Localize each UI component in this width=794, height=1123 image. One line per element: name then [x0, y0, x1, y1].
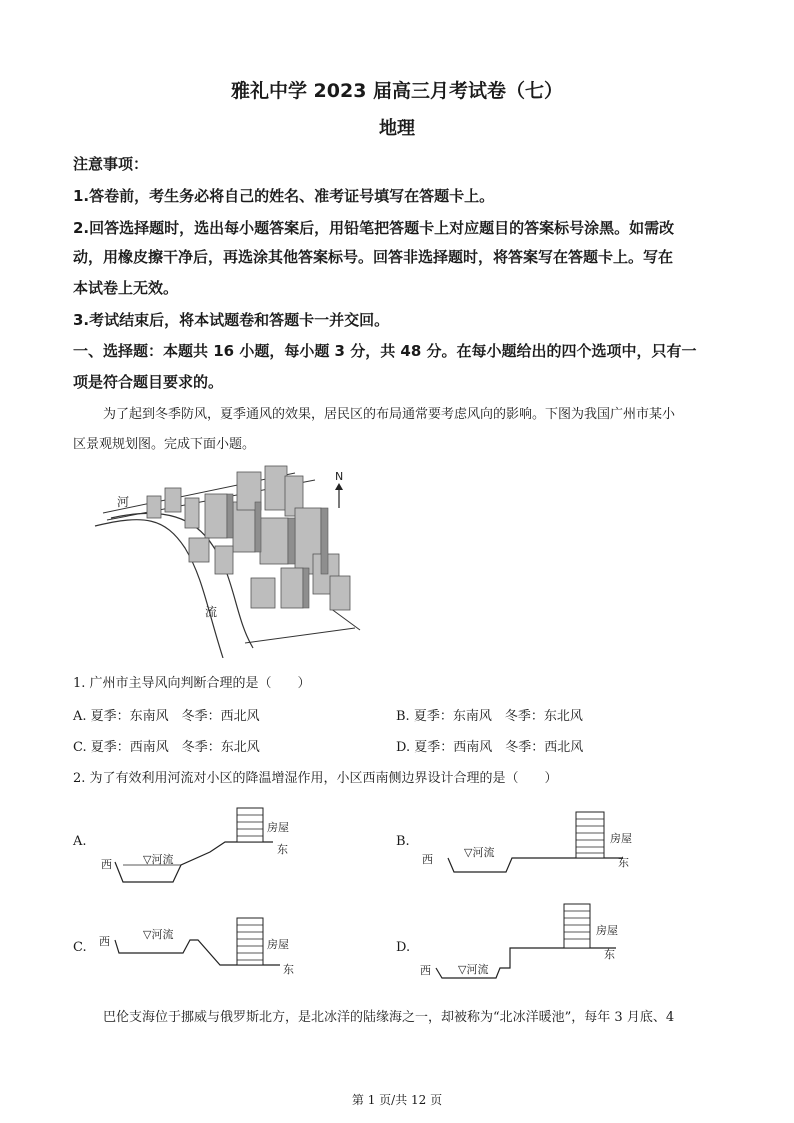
q2-option-c-label: C.: [73, 940, 87, 955]
q1-option-d: D. 夏季：西南风 冬季：西北风: [396, 740, 584, 755]
page-title: 雅礼中学 2023 届高三月考试卷（七）: [230, 80, 564, 102]
notice-item: 动，用橡皮擦干净后，再选涂其他答案标号。回答非选择题时，将答案写在答题卡上。写在: [73, 248, 674, 266]
river-char: 河: [117, 495, 130, 509]
q1-option-c: C. 夏季：西南风 冬季：东北风: [73, 740, 260, 755]
question-1-stem: 1. 广州市主导风向判断合理的是（ ）: [73, 676, 311, 691]
residential-map-figure: [85, 458, 380, 658]
svg-text:房屋: 房屋: [267, 821, 289, 834]
svg-text:房屋: 房屋: [267, 938, 289, 951]
section-heading-cont: 项是符合题目要求的。: [73, 373, 224, 391]
svg-text:东: 东: [618, 856, 629, 869]
svg-text:东: 东: [604, 948, 615, 961]
section-heading: 一、选择题：本题共 16 小题，每小题 3 分，共 48 分。在每小题给出的四个选项中，只有一: [73, 342, 697, 360]
notice-item: 3.考试结束后，将本试题卷和答题卡一并交回。: [73, 311, 390, 329]
svg-text:▽河流: ▽河流: [458, 963, 489, 976]
page-footer: 第 1 页/共 12 页: [351, 1093, 443, 1107]
svg-text:东: 东: [283, 963, 294, 976]
notice-heading: 注意事项：: [73, 155, 149, 173]
notice-item: 1.答卷前，考生务必将自己的姓名、准考证号填写在答题卡上。: [73, 187, 495, 205]
q2-option-d-diagram: [418, 900, 648, 985]
notice-item: 本试卷上无效。: [73, 279, 179, 297]
north-label: N: [335, 470, 344, 483]
q2-option-d-label: D.: [396, 940, 411, 955]
q2-option-a-diagram: [95, 805, 315, 890]
svg-text:西: 西: [420, 964, 431, 977]
q1-option-a: A. 夏季：东南风 冬季：西北风: [73, 709, 260, 724]
question-2-stem: 2. 为了有效利用河流对小区的降温增湿作用，小区西南侧边界设计合理的是（ ）: [73, 771, 558, 786]
river-char: 流: [205, 605, 218, 619]
svg-text:房屋: 房屋: [596, 924, 618, 937]
svg-text:▽河流: ▽河流: [464, 846, 495, 859]
svg-text:西: 西: [422, 853, 433, 866]
passage-text: 为了起到冬季防风，夏季通风的效果，居民区的布局通常要考虑风向的影响。下图为我国广州市某小: [103, 407, 676, 422]
q2-option-b-diagram: [418, 810, 648, 890]
svg-text:▽河流: ▽河流: [143, 928, 174, 941]
passage-text: 区景观规划图。完成下面小题。: [73, 437, 256, 452]
svg-text:房屋: 房屋: [610, 832, 632, 845]
q2-option-b-label: B.: [396, 834, 410, 849]
svg-text:▽河流: ▽河流: [143, 853, 174, 866]
q2-option-c-diagram: [95, 910, 315, 985]
passage-text: 巴伦支海位于挪威与俄罗斯北方，是北冰洋的陆缘海之一，却被称为“北冰洋暖池”，每年 3 月底、4: [103, 1010, 675, 1025]
notice-item: 2.回答选择题时，选出每小题答案后，用铅笔把答题卡上对应题目的答案标号涂黑。如需改: [73, 219, 675, 237]
q1-option-b: B. 夏季：东南风 冬季：东北风: [396, 709, 583, 724]
svg-text:西: 西: [99, 935, 110, 948]
subject-title: 地理: [379, 118, 415, 139]
q2-option-a-label: A.: [73, 834, 87, 849]
svg-text:西: 西: [101, 858, 112, 871]
svg-text:东: 东: [277, 843, 288, 856]
